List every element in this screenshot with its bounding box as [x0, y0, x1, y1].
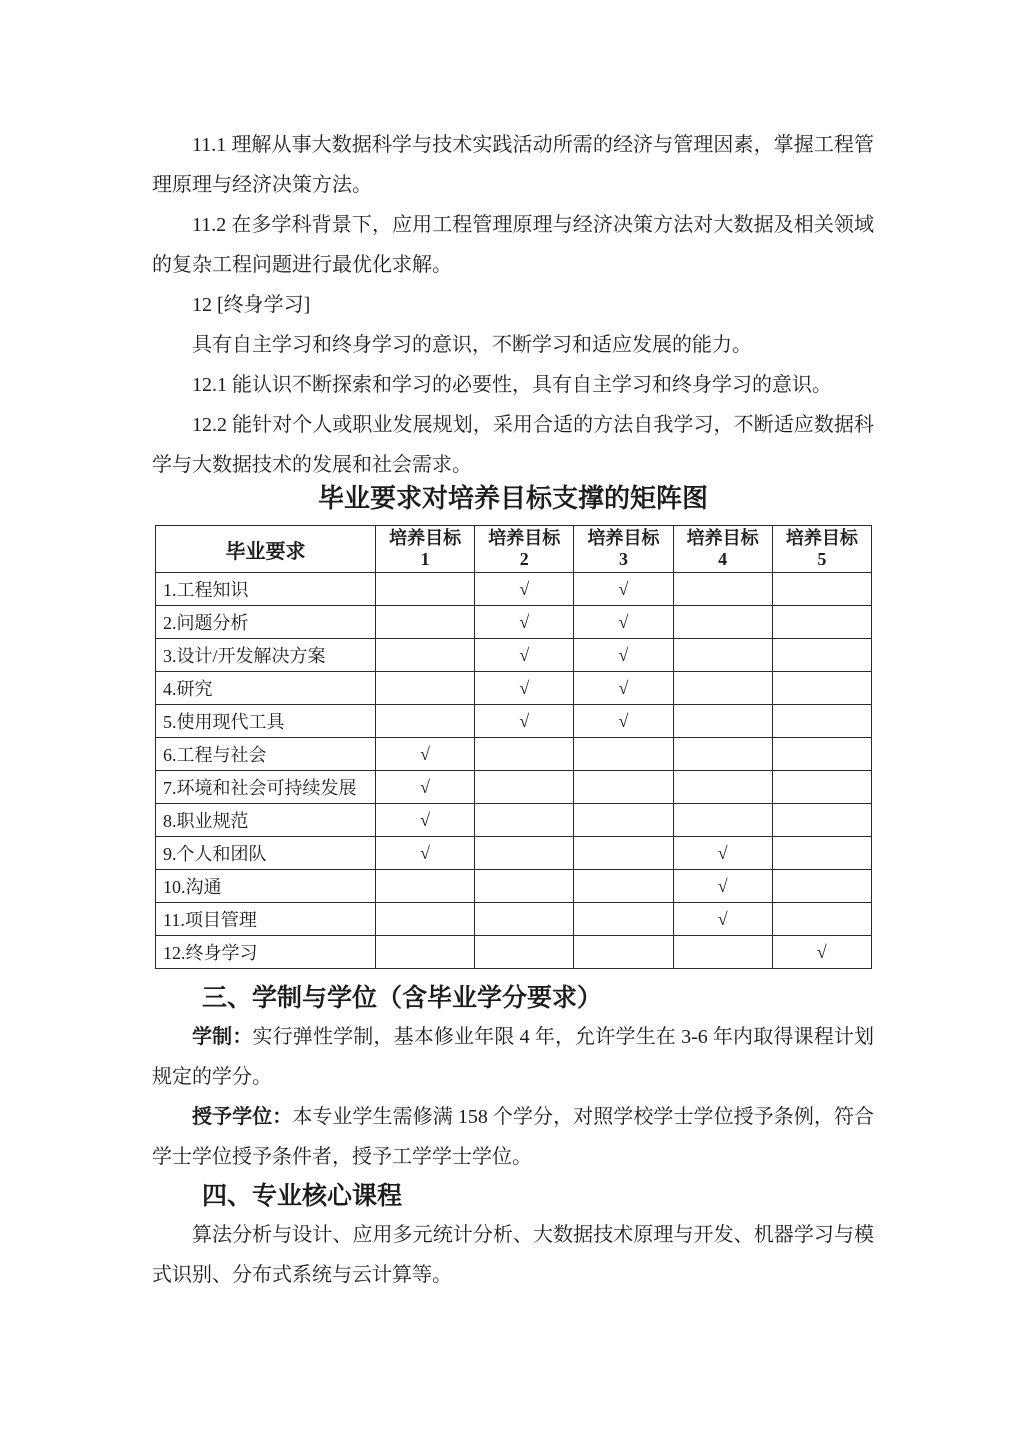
empty-cell — [376, 573, 475, 606]
check-mark-cell: √ — [376, 804, 475, 837]
check-mark-cell: √ — [574, 705, 673, 738]
empty-cell — [772, 870, 871, 903]
matrix-header-requirements: 毕业要求 — [156, 526, 376, 573]
check-mark-cell: √ — [772, 936, 871, 969]
check-mark-cell: √ — [673, 903, 772, 936]
requirement-label: 4.研究 — [156, 672, 376, 705]
check-mark-cell: √ — [574, 672, 673, 705]
matrix-row — [156, 870, 872, 903]
check-mark-cell: √ — [376, 771, 475, 804]
degree-paragraph — [152, 1097, 874, 1177]
empty-cell — [772, 771, 871, 804]
check-mark-cell: √ — [376, 837, 475, 870]
empty-cell — [772, 903, 871, 936]
matrix-table — [155, 525, 872, 969]
matrix-row — [156, 705, 872, 738]
empty-cell — [673, 639, 772, 672]
check-mark-cell: √ — [475, 573, 574, 606]
check-mark-cell: √ — [475, 672, 574, 705]
paragraph-11-1: 11.1 理解从事大数据科学与技术实践活动所需的经济与管理因素，掌握工程管理原理与经济决策方法。 — [152, 134, 874, 196]
requirement-label: 10.沟通 — [156, 870, 376, 903]
matrix-row — [156, 771, 872, 804]
term-text: 实行弹性学制，基本修业年限 4 年，允许学生在 3-6 年内取得课程计划规定的学分。 — [152, 1026, 875, 1088]
empty-cell — [772, 837, 871, 870]
empty-cell — [376, 606, 475, 639]
empty-cell — [376, 672, 475, 705]
check-mark-cell: √ — [376, 738, 475, 771]
empty-cell — [574, 936, 673, 969]
paragraph-12-intro: 具有自主学习和终身学习的意识，不断学习和适应发展的能力。 — [192, 334, 752, 356]
empty-cell — [673, 606, 772, 639]
objective-number: 5 — [817, 549, 827, 569]
empty-cell — [376, 870, 475, 903]
empty-cell — [673, 936, 772, 969]
empty-cell — [475, 936, 574, 969]
check-mark-cell: √ — [574, 606, 673, 639]
requirement-label: 9.个人和团队 — [156, 837, 376, 870]
objective-label: 培养目标 — [587, 528, 660, 548]
matrix-row — [156, 639, 872, 672]
matrix-header-objective — [574, 526, 673, 573]
empty-cell — [574, 837, 673, 870]
requirement-label: 8.职业规范 — [156, 804, 376, 837]
paragraph-12-1: 12.1 能认识不断探索和学习的必要性，具有自主学习和终身学习的意识。 — [192, 374, 832, 396]
empty-cell — [376, 903, 475, 936]
requirement-label: 5.使用现代工具 — [156, 705, 376, 738]
paragraph-12: 12 [终身学习] — [192, 294, 311, 316]
requirement-label: 11.项目管理 — [156, 903, 376, 936]
check-mark-cell: √ — [673, 837, 772, 870]
objective-number: 1 — [420, 549, 430, 569]
matrix-header-row — [156, 526, 872, 573]
objective-number: 2 — [519, 549, 529, 569]
matrix-header-objective — [772, 526, 871, 573]
check-mark-cell: √ — [574, 573, 673, 606]
empty-cell — [475, 804, 574, 837]
objective-number: 3 — [618, 549, 628, 569]
check-mark-cell: √ — [574, 639, 673, 672]
objective-label: 培养目标 — [389, 528, 462, 548]
term-label: 学制： — [192, 1026, 253, 1048]
requirement-label: 6.工程与社会 — [156, 738, 376, 771]
section-3-heading: 三、学制与学位（含毕业学分要求） — [202, 984, 603, 1012]
matrix-row — [156, 606, 872, 639]
empty-cell — [772, 573, 871, 606]
paragraph-11-2: 11.2 在多学科背景下，应用工程管理原理与经济决策方法对大数据及相关领域的复杂工程问题进行最优化求解。 — [152, 214, 874, 276]
matrix-row — [156, 672, 872, 705]
check-mark-cell: √ — [475, 606, 574, 639]
requirement-label: 2.问题分析 — [156, 606, 376, 639]
empty-cell — [574, 771, 673, 804]
empty-cell — [574, 738, 673, 771]
matrix-row — [156, 936, 872, 969]
requirement-label: 1.工程知识 — [156, 573, 376, 606]
matrix-header-objective — [475, 526, 574, 573]
empty-cell — [772, 738, 871, 771]
objective-label: 培养目标 — [785, 528, 858, 548]
empty-cell — [673, 573, 772, 606]
empty-cell — [574, 870, 673, 903]
empty-cell — [772, 606, 871, 639]
empty-cell — [673, 672, 772, 705]
empty-cell — [475, 870, 574, 903]
empty-cell — [673, 705, 772, 738]
check-mark-cell: √ — [475, 639, 574, 672]
empty-cell — [376, 936, 475, 969]
matrix-row — [156, 903, 872, 936]
check-mark-cell: √ — [475, 705, 574, 738]
requirement-label: 3.设计/开发解决方案 — [156, 639, 376, 672]
paragraph-12-2: 12.2 能针对个人或职业发展规划，采用合适的方法自我学习，不断适应数据科学与大数据技术的发展和社会需求。 — [152, 414, 874, 476]
empty-cell — [772, 705, 871, 738]
matrix-row — [156, 738, 872, 771]
empty-cell — [475, 837, 574, 870]
empty-cell — [574, 804, 673, 837]
matrix-row — [156, 804, 872, 837]
empty-cell — [376, 639, 475, 672]
empty-cell — [475, 738, 574, 771]
empty-cell — [772, 639, 871, 672]
core-courses-paragraph: 算法分析与设计、应用多元统计分析、大数据技术原理与开发、机器学习与模式识别、分布式系统与云计算等。 — [152, 1224, 874, 1286]
requirement-label: 12.终身学习 — [156, 936, 376, 969]
empty-cell — [673, 804, 772, 837]
matrix-title: 毕业要求对培养目标支撑的矩阵图 — [317, 483, 708, 513]
degree-text: 本专业学生需修满 158 个学分，对照学校学士学位授予条例，符合学士学位授予条件者，授予工学学士学位。 — [152, 1106, 875, 1168]
objective-label: 培养目标 — [686, 528, 759, 548]
term-paragraph — [152, 1017, 874, 1097]
empty-cell — [772, 804, 871, 837]
check-mark-cell: √ — [673, 870, 772, 903]
empty-cell — [673, 771, 772, 804]
matrix-table-body — [156, 573, 872, 969]
section-4-heading: 四、专业核心课程 — [202, 1182, 403, 1210]
degree-label: 授予学位： — [192, 1106, 293, 1128]
empty-cell — [574, 903, 673, 936]
empty-cell — [772, 672, 871, 705]
requirement-label: 7.环境和社会可持续发展 — [156, 771, 376, 804]
objective-number: 4 — [718, 549, 728, 569]
empty-cell — [376, 705, 475, 738]
matrix-header-objective — [376, 526, 475, 573]
empty-cell — [475, 771, 574, 804]
matrix-row — [156, 573, 872, 606]
matrix-row — [156, 837, 872, 870]
matrix-header-objective — [673, 526, 772, 573]
empty-cell — [475, 903, 574, 936]
objective-label: 培养目标 — [488, 528, 561, 548]
empty-cell — [673, 738, 772, 771]
